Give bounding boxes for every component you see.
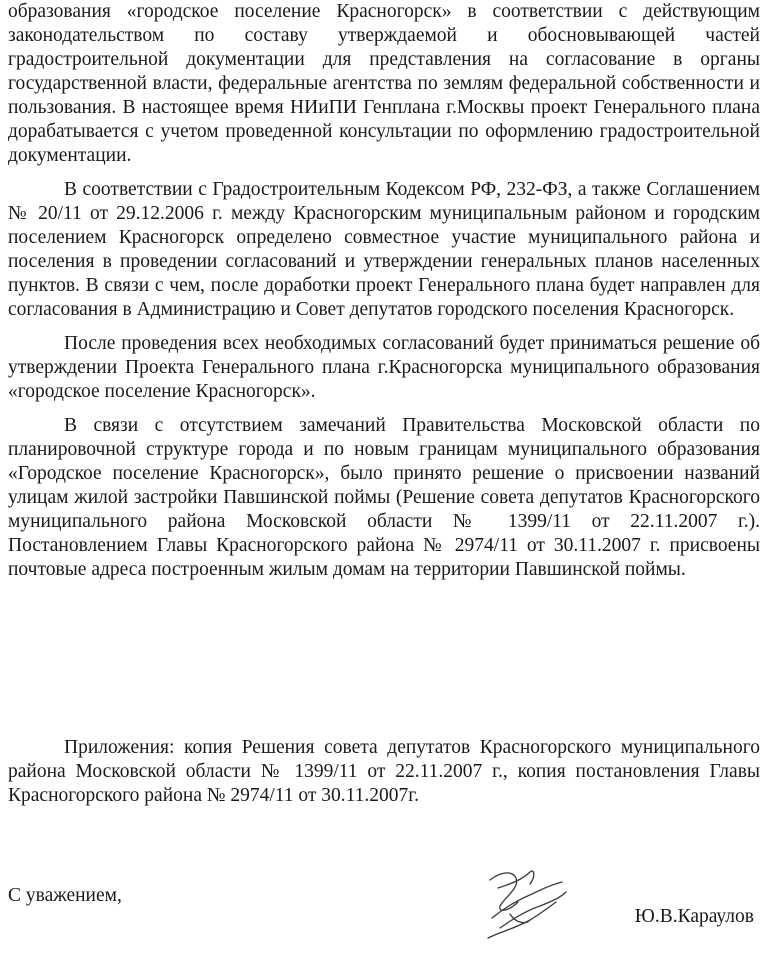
signer-name: Ю.В.Караулов	[634, 906, 754, 927]
paragraph-intro: образования «городское поселение Красногорск» в соответствии с действующим законодательством по составу утверждаемой и обосновывающей частей градостроительной документации для представления на согласование в органы государственной власти, федеральные агентства по землям федеральной собственности и пользования. В настоящее время НИиПИ Генплана г.Москвы проект Генерального плана дорабатывается с учетом проведенной консультации по оформлению градостроительной документации.	[8, 1, 760, 166]
paragraph-approval: После проведения всех необходимых согласований будет приниматься решение об утверждении Проекта Генерального плана г.Красногорска муниципального образования «городское поселение Красногорск».	[8, 333, 760, 402]
handwritten-signature	[470, 858, 580, 948]
closing-salutation: С уважением,	[8, 885, 122, 906]
paragraph-agreement: В соответствии с Градостроительным Кодексом РФ, 232-ФЗ, а также Соглашением № 20/11 от 29.12.2006 г. между Красногорским муниципальным районом и городским поселением Красногорск определено совместное участие муниципального района и поселения в проведении согласований и утверждении генеральных планов населенных пунктов. В связи с чем, после доработки проект Генерального плана будет направлен для согласования в Администрацию и Совет депутатов городского поселения Красногорск.	[8, 179, 760, 320]
paragraph-attachments: Приложения: копия Решения совета депутатов Красногорского муниципального района Московской области № 1399/11 от 22.11.2007 г., копия постановления Главы Красногорского района № 2974/11 от 30.11.2007г.	[8, 737, 760, 806]
letter-body	[8, 0, 760, 592]
paragraph-street-names: В связи с отсутствием замечаний Правительства Московской области по планировочной структуре города и по новым границам муниципального образования «Городское поселение Красногорск», было принято решение о присвоении названий улицам жилой застройки Павшинской поймы (Решение совета депутатов Красногорского муниципального района Московской области № 1399/11 от 22.11.2007 г.). Постановлением Главы Красногорского района № 2974/11 от 30.11.2007 г. присвоены почтовые адреса построенным жилым домам на территории Павшинской поймы.	[8, 415, 760, 580]
attachments-block	[8, 736, 760, 818]
